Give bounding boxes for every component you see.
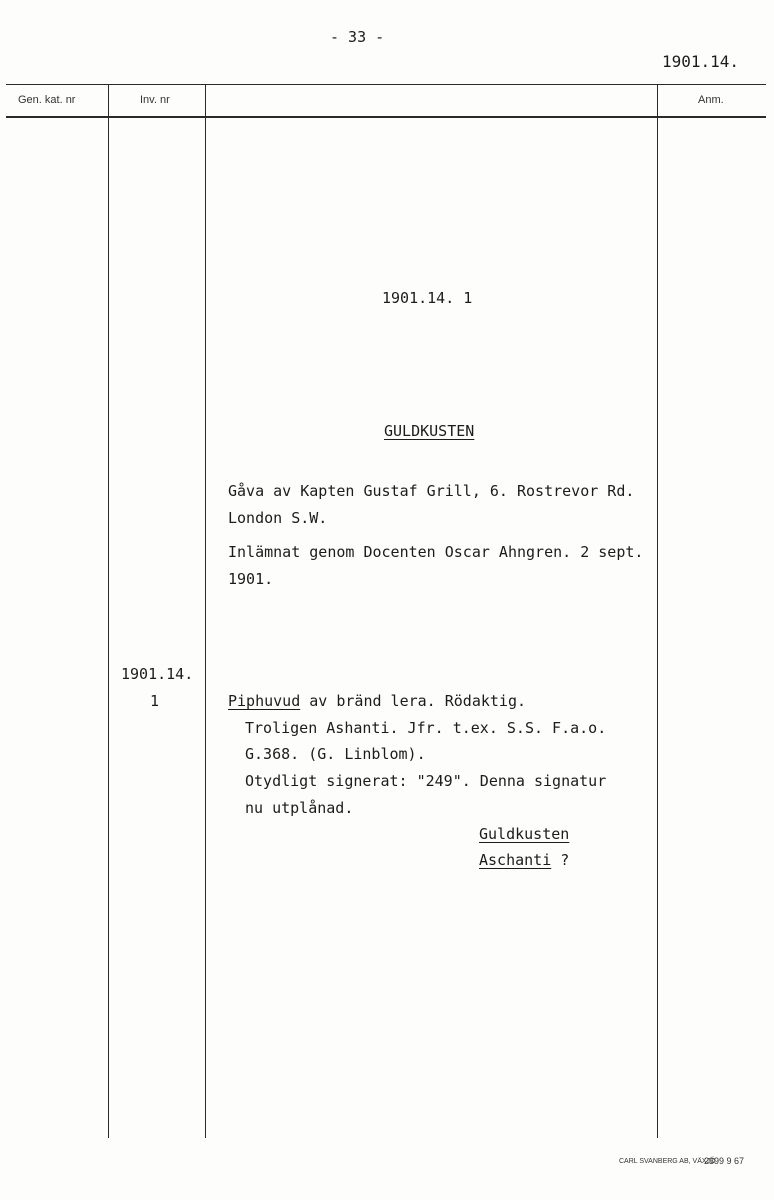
tag-region: Guldkusten: [479, 825, 570, 843]
donor-line-1: Gåva av Kapten Gustaf Grill, 6. Rostrevor Rd.: [228, 482, 635, 500]
item-name: Piphuvud: [228, 692, 301, 710]
tag-people-name: Aschanti: [479, 851, 552, 869]
column-header-inv-nr: Inv. nr: [140, 94, 170, 106]
column-header-gen-kat-nr: Gen. kat. nr: [18, 94, 76, 106]
item-description-line-4: Otydligt signerat: "249". Denna signatur: [245, 772, 607, 790]
column-divider-1: [108, 84, 109, 1138]
table-top-rule: [6, 84, 766, 85]
printer-imprint: CARL SVANBERG AB, VÄXJÖ: [619, 1158, 716, 1165]
tag-people-query: ?: [551, 851, 570, 869]
inventory-subnumber: 1: [150, 692, 160, 710]
region-heading: GULDKUSTEN: [384, 422, 475, 440]
inventory-number: 1901.14.: [121, 665, 194, 683]
tag-people: [479, 851, 569, 869]
column-header-anm: Anm.: [698, 94, 724, 106]
form-code: 2399 9 67: [704, 1156, 745, 1166]
submitted-line-2: 1901.: [228, 570, 274, 588]
submitted-line-1: Inlämnat genom Docenten Oscar Ahngren. 2 sept.: [228, 543, 644, 561]
column-divider-2: [205, 84, 206, 1138]
item-description-line-2: Troligen Ashanti. Jfr. t.ex. S.S. F.a.o.: [245, 719, 607, 737]
table-header-rule: [6, 116, 766, 118]
header-reference: 1901.14.: [662, 52, 740, 71]
item-description-line-3: G.368. (G. Linblom).: [245, 745, 426, 763]
item-material: av bränd lera. Rödaktig.: [300, 692, 527, 710]
donor-line-2: London S.W.: [228, 509, 328, 527]
item-description-line-5: nu utplånad.: [245, 799, 354, 817]
item-description-line-1: [228, 692, 526, 710]
page-number: - 33 -: [330, 28, 385, 46]
column-divider-3: [657, 84, 658, 1138]
entry-title: 1901.14. 1: [382, 289, 473, 307]
